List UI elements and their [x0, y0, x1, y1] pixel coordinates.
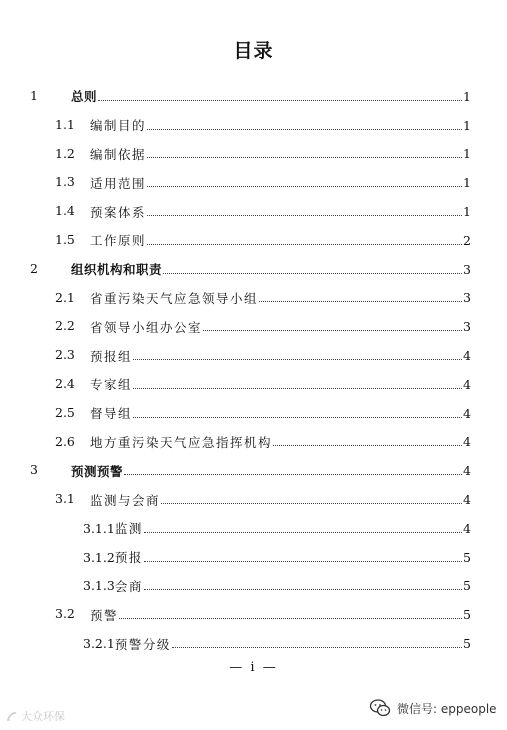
toc-entry[interactable] [0, 600, 507, 629]
toc-entry-page: 4 [463, 520, 471, 536]
toc-entry-title: 地方重污染天气应急指挥机构 [90, 434, 273, 450]
toc-entry-line [90, 341, 471, 370]
toc-entry-line [83, 514, 471, 543]
toc-entry-line [83, 572, 471, 601]
toc-entry[interactable] [0, 572, 507, 601]
toc-leader-dots [259, 289, 462, 302]
toc-entry-number: 3.2 [55, 606, 75, 622]
toc-entry-page: 1 [463, 117, 471, 133]
toc-leader-dots [144, 577, 462, 590]
toc-entry-number: 2.3 [55, 347, 75, 363]
toc-entry-page: 4 [463, 405, 471, 421]
toc-entry[interactable] [0, 428, 507, 457]
toc-leader-dots [161, 491, 462, 504]
toc-entry-title: 适用范围 [90, 175, 147, 191]
toc-entry-line [90, 312, 471, 341]
toc-entry-title: 预报 [114, 550, 143, 566]
toc-entry-title: 督导组 [90, 406, 133, 422]
toc-entry-page: 4 [463, 348, 471, 364]
toc-leader-dots [119, 606, 462, 619]
toc-entry-number: 1.4 [55, 203, 75, 219]
wechat-watermark [369, 698, 497, 718]
toc-entry-line [90, 600, 471, 629]
table-of-contents [0, 82, 507, 658]
toc-entry-page: 5 [463, 578, 471, 594]
toc-entry[interactable] [0, 226, 507, 255]
toc-entry-line [71, 255, 471, 284]
toc-entry[interactable] [0, 370, 507, 399]
toc-leader-dots [133, 405, 462, 418]
wechat-id-label: 微信号: eppeople [397, 701, 497, 716]
toc-entry-title: 会商 [114, 578, 143, 594]
toc-entry-number: 2.2 [55, 318, 75, 334]
toc-entry-title: 预警 [90, 607, 119, 623]
toc-entry-line [71, 82, 471, 111]
toc-entry-title: 预测预警 [71, 463, 124, 479]
toc-leader-dots [144, 549, 462, 562]
toc-entry[interactable] [0, 111, 507, 140]
toc-entry-page: 3 [463, 319, 471, 335]
toc-entry-title: 编制依据 [90, 146, 147, 162]
toc-entry-line [83, 629, 471, 658]
toc-leader-dots [203, 318, 462, 331]
toc-entry-line [90, 168, 471, 197]
toc-entry-line [71, 456, 471, 485]
toc-entry-number: 1 [30, 88, 38, 103]
toc-entry-line [90, 370, 471, 399]
toc-entry[interactable] [0, 485, 507, 514]
toc-leader-dots [172, 635, 462, 648]
toc-entry[interactable] [0, 514, 507, 543]
toc-entry[interactable] [0, 197, 507, 226]
toc-entry-line [83, 543, 471, 572]
toc-entry-page: 5 [463, 636, 471, 652]
toc-entry-number: 3.1.3 [83, 578, 115, 594]
toc-entry-line [90, 428, 471, 457]
toc-entry-number: 3.2.1 [83, 636, 115, 652]
toc-leader-dots [147, 203, 462, 216]
toc-entry-number: 1.5 [55, 231, 75, 247]
toc-entry-page: 5 [463, 549, 471, 565]
toc-leader-dots [124, 462, 462, 475]
toc-entry[interactable] [0, 543, 507, 572]
page-number: — i — [229, 660, 278, 675]
toc-entry-title: 组织机构和职责 [71, 262, 163, 278]
toc-entry-page: 1 [463, 204, 471, 220]
toc-entry-title: 省领导小组办公室 [90, 319, 203, 335]
watermark-source [6, 708, 65, 724]
toc-entry-title: 工作原则 [90, 233, 147, 249]
toc-entry-title: 编制目的 [90, 118, 147, 134]
toc-entry-number: 2 [30, 260, 38, 276]
watermark-source-label: 大众环保 [21, 710, 65, 723]
toc-entry-title: 预报组 [90, 348, 133, 364]
toc-leader-dots [163, 261, 462, 274]
toc-entry-title: 预案体系 [90, 204, 147, 220]
toc-entry-line [90, 140, 471, 169]
toc-entry-title: 监测与会商 [90, 492, 161, 508]
toc-leader-dots [98, 88, 462, 101]
toc-entry-page: 4 [463, 434, 471, 450]
toc-entry-number: 1.1 [55, 116, 75, 132]
toc-entry[interactable] [0, 255, 507, 284]
toc-entry-line [90, 284, 471, 313]
toc-entry-line [90, 197, 471, 226]
toc-entry[interactable] [0, 456, 507, 485]
toc-entry-number: 2.6 [55, 433, 75, 449]
toc-entry[interactable] [0, 399, 507, 428]
wechat-icon [369, 698, 391, 718]
toc-entry-number: 2.5 [55, 404, 75, 420]
toc-entry-page: 5 [463, 607, 471, 623]
toc-entry-title: 总则 [71, 89, 98, 105]
page-title: 目录 [233, 40, 274, 62]
toc-entry-number: 2.4 [55, 375, 75, 391]
toc-entry-number: 3.1.2 [83, 549, 115, 565]
watermark-logo-icon [6, 710, 18, 722]
toc-entry[interactable] [0, 168, 507, 197]
toc-leader-dots [133, 347, 462, 360]
toc-leader-dots [147, 117, 462, 130]
toc-leader-dots [144, 520, 462, 533]
toc-leader-dots [147, 174, 462, 187]
toc-entry-page: 1 [463, 175, 471, 191]
toc-entry[interactable] [0, 284, 507, 313]
toc-entry[interactable] [0, 629, 507, 658]
toc-entry-number: 1.2 [55, 145, 75, 161]
toc-entry-page: 2 [463, 232, 471, 248]
toc-entry-page: 4 [463, 463, 471, 479]
toc-entry-page: 3 [463, 261, 471, 277]
toc-entry-page: 3 [463, 290, 471, 306]
toc-entry-number: 3.1 [55, 491, 75, 507]
toc-entry-line [90, 399, 471, 428]
toc-entry[interactable] [0, 140, 507, 169]
toc-entry-page: 1 [463, 146, 471, 162]
toc-leader-dots [133, 376, 462, 389]
toc-entry-number: 3.1.1 [83, 520, 115, 536]
toc-entry-number: 2.1 [55, 289, 75, 305]
toc-entry-title: 省重污染天气应急领导小组 [90, 290, 259, 306]
toc-entry[interactable] [0, 312, 507, 341]
toc-entry-title: 专家组 [90, 377, 133, 393]
toc-entry-line [90, 485, 471, 514]
toc-leader-dots [273, 433, 462, 446]
toc-entry[interactable] [0, 341, 507, 370]
toc-entry-title: 预警分级 [114, 636, 171, 652]
toc-leader-dots [147, 232, 462, 245]
toc-entry-line [90, 226, 471, 255]
toc-entry-page: 1 [463, 88, 471, 104]
toc-entry-number: 3 [30, 462, 38, 478]
toc-entry[interactable] [0, 82, 507, 111]
toc-entry-number: 1.3 [55, 174, 75, 190]
toc-entry-title: 监测 [114, 521, 143, 537]
toc-leader-dots [147, 145, 462, 158]
toc-entry-page: 4 [463, 376, 471, 392]
toc-entry-line [90, 111, 471, 140]
toc-entry-page: 4 [463, 492, 471, 508]
